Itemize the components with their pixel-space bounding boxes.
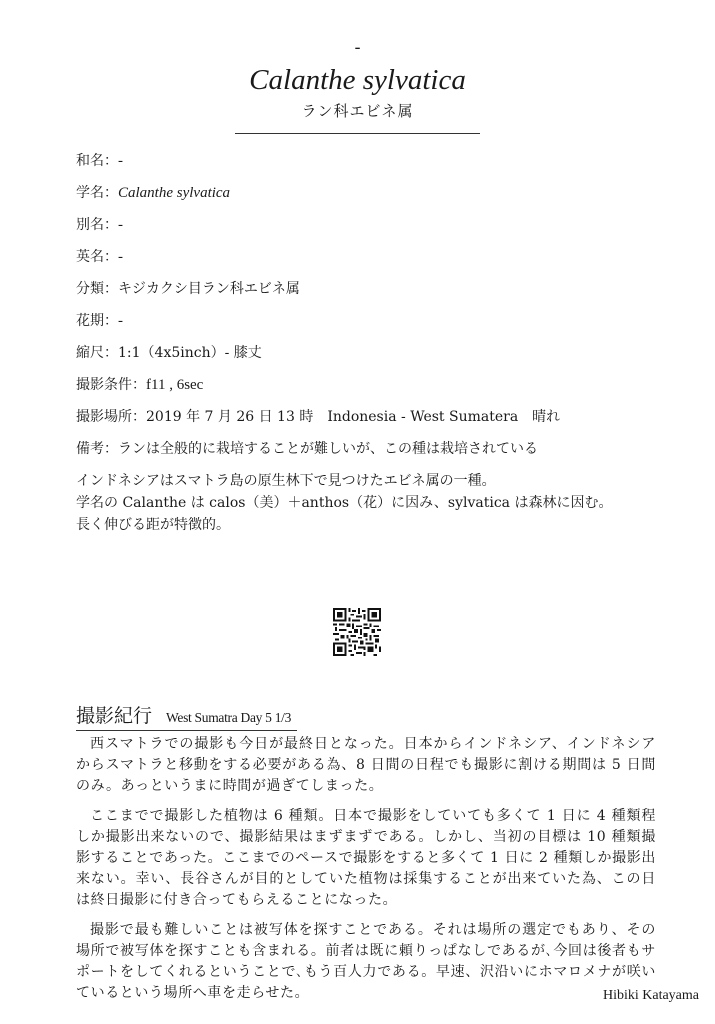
field-scale (76, 342, 676, 374)
field-classification (76, 278, 676, 310)
field-scientific-name (76, 182, 676, 214)
field-value: ランは全般的に栽培することが難しいが、この種は栽培されている (118, 441, 538, 457)
field-label: 撮影条件： (76, 377, 146, 393)
journal-paragraph: 撮影で最も難しいことは被写体を探すことである。それは場所の選定でもあり、その場所で被写体を探すことも含まれる。前者は既に頼りっぱなしであるが､今回は後者もサポートをしてくれるということで､もう百人力である。早速、沢沿いにホマロメナが咲いているという場所へ車を走らせた。 (76, 922, 656, 1001)
journal-title: 撮影紀行 (76, 705, 153, 727)
field-label: 別名： (76, 217, 118, 233)
field-value: キジカクシ目ラン科エビネ属 (118, 281, 300, 297)
species-description (76, 470, 676, 536)
field-value: Calanthe sylvatica (118, 185, 231, 201)
species-fields (76, 150, 676, 470)
field-value: f11 , 6sec (146, 377, 204, 393)
journal-heading (76, 704, 297, 731)
species-title: Calanthe sylvatica (249, 64, 466, 96)
field-flowering (76, 310, 676, 342)
description-line: インドネシアはスマトラ島の原生林下で見つけたエビネ属の一種。 (76, 473, 496, 489)
journal-subtitle: West Sumatra Day 5 1/3 (166, 710, 292, 725)
qr-code-icon[interactable] (333, 608, 381, 656)
field-label: 学名： (76, 185, 118, 201)
field-label: 備考： (76, 441, 118, 457)
description-line: 学名の Calanthe は calos（美）＋anthos（花）に因み、sylvatica は森林に因む。 (76, 495, 613, 511)
header-dash: - (354, 37, 361, 58)
field-value: - (118, 249, 123, 265)
field-label: 分類： (76, 281, 118, 297)
field-notes (76, 438, 676, 470)
field-label: 縮尺： (76, 345, 118, 361)
field-value: - (118, 217, 123, 233)
author-name: Hibiki Katayama (602, 988, 699, 1003)
field-japanese-name (76, 150, 676, 182)
journal-body (76, 734, 656, 1013)
description-line: 長く伸びる距が特徴的。 (76, 517, 230, 533)
journal-paragraph: ここまでで撮影した植物は 6 種類。日本で撮影をしていても多くて 1 日に 4 種類程しか撮影出来ないので、撮影結果はまずまずである。しかし、当初の目標は 10 種類撮影することであった。ここまでのペースで撮影をすると多くて 1 日に 2 種類しか撮影出来ない。幸い、長谷さんが目的としていた植物は採集することが出来ていた為、この日は終日撮影に付き合ってもらえることになった。 (76, 808, 656, 908)
field-value: 1:1（4x5inch）- 膝丈 (118, 345, 262, 361)
field-value: 2019 年 7 月 26 日 13 時 Indonesia - West Sumatera 晴れ (146, 409, 561, 425)
field-value: - (118, 313, 123, 329)
journal-paragraph: 西スマトラでの撮影も今日が最終日となった。日本からインドネシア、インドネシアからスマトラと移動をする必要がある為、8 日間の日程でも撮影に割ける期間は 5 日間のみ。あっというまに時間が過ぎてしまった。 (76, 736, 656, 794)
field-label: 花期： (76, 313, 118, 329)
field-english-name (76, 246, 676, 278)
field-label: 英名： (76, 249, 118, 265)
title-divider (235, 133, 480, 134)
field-label: 和名： (76, 153, 118, 169)
field-location (76, 406, 676, 438)
field-label: 撮影場所： (76, 409, 146, 425)
family-subtitle: ラン科エビネ属 (301, 102, 414, 120)
field-value: - (118, 153, 123, 169)
field-conditions (76, 374, 676, 406)
field-other-name (76, 214, 676, 246)
